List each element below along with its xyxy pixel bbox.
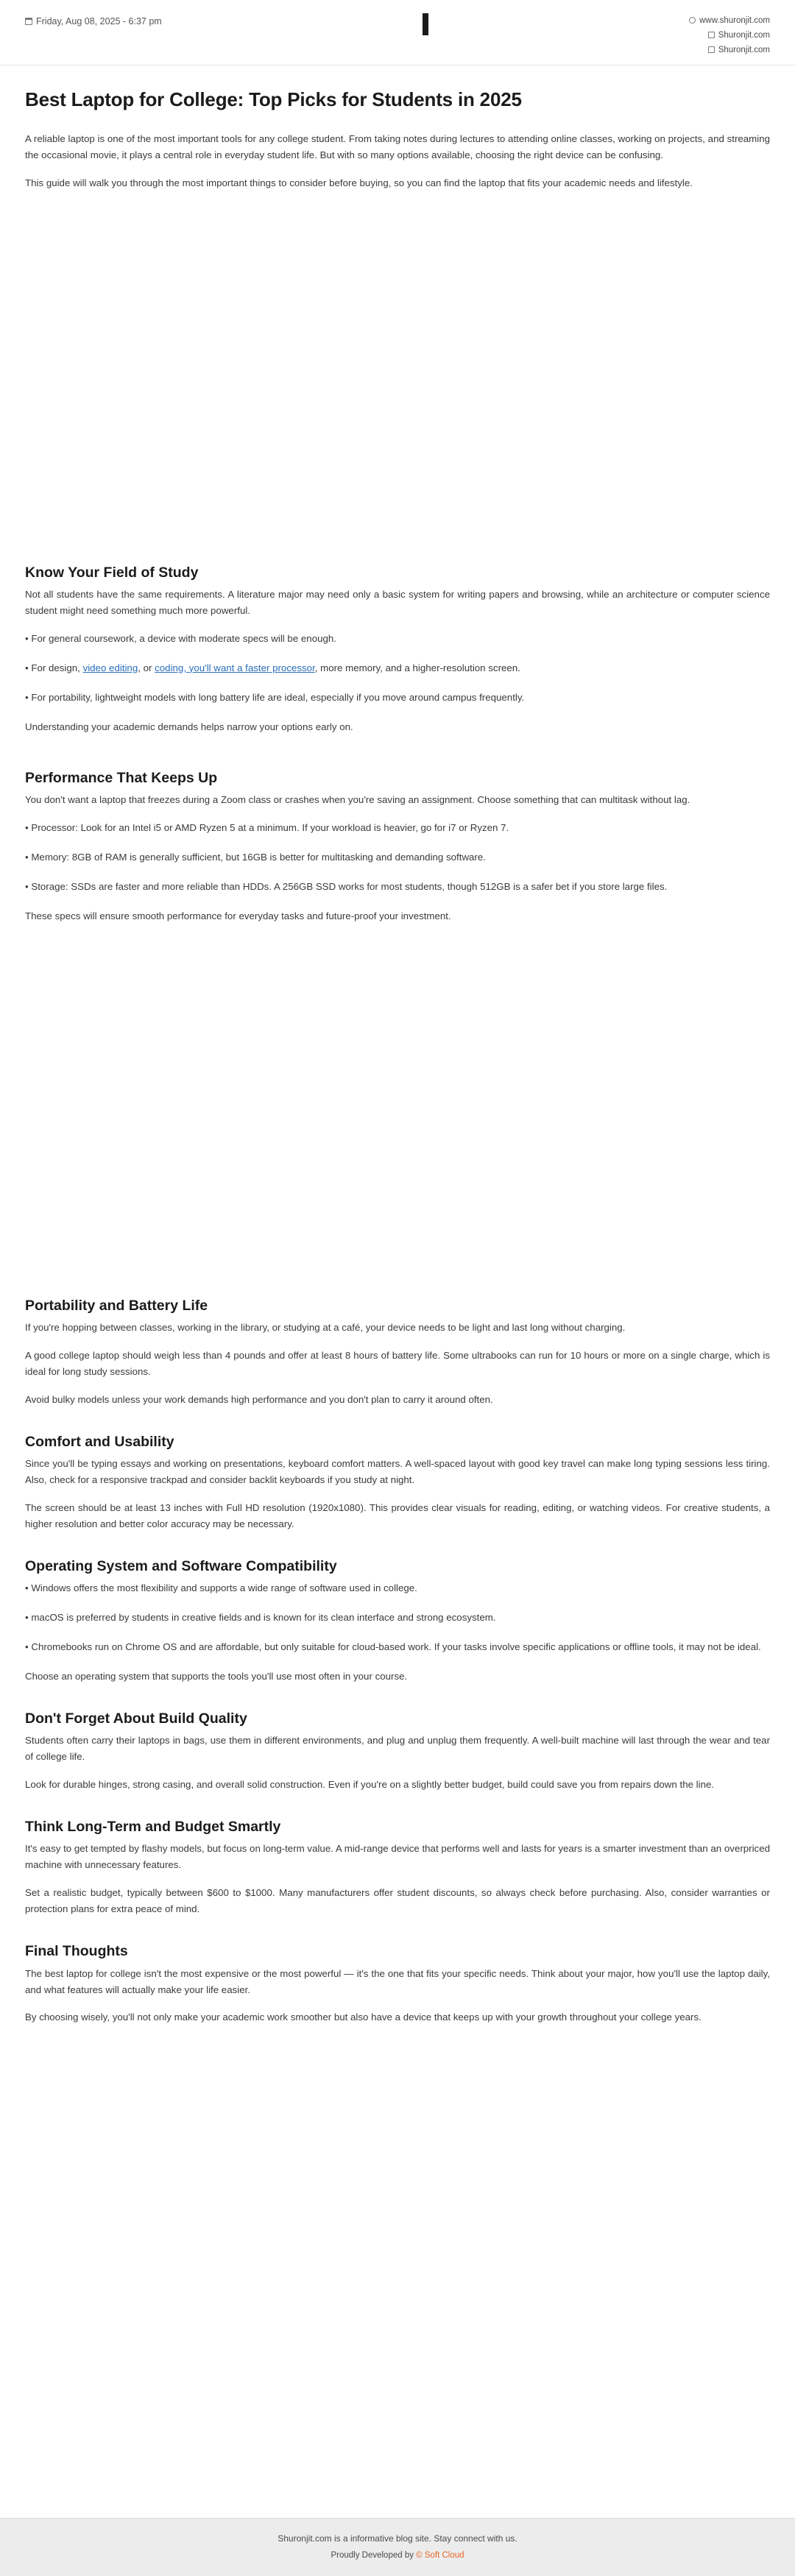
site-logo[interactable] [162,13,689,35]
section-paragraph: The screen should be at least 13 inches with Full HD resolution (1920x1080). This provides clear visuals for reading, editing, or watching videos. For creative students, a higher resolution and better color accuracy may be necessary. [25,1502,770,1529]
header-link-social-2[interactable] [689,43,770,57]
section-spacer [25,1929,770,1942]
section-final-thoughts [25,1942,770,2025]
footer-credit [7,2551,788,2560]
section-paragraph: Look for durable hinges, strong casing, and overall solid construction. Even if you're on a slightly better budget, build could save you from repairs down the line. [25,1779,715,1791]
section-heading: Final Thoughts [25,1943,128,1960]
section-bullet: • Memory: 8GB of RAM is generally sufficient, but 16GB is better for multitasking and demanding software. [25,851,486,863]
section-bullet: • For portability, lightweight models with long battery life are ideal, especially if you move around campus frequently. [25,691,525,703]
section-spacer [25,1696,770,1710]
section-lead: The best laptop for college isn't the most expensive or the most powerful — it's the one that fits your specific needs. Think about your major, how you'll use the laptop daily, and what features will actually make your life easier. [25,1967,770,1995]
section-know-your-field [25,564,770,735]
footer-brand-link[interactable]: © Soft Cloud [416,2551,464,2560]
section-budget [25,1818,770,1917]
section-lead: You don't want a laptop that freezes during a Zoom class or crashes when you're saving an assignment. Choose something that can multitask without lag. [25,794,690,805]
section-lead: If you're hopping between classes, working in the library, or studying at a café, your device needs to be light and last long without charging. [25,1322,626,1334]
section-operating-system [25,1557,770,1685]
section-bullet: • Processor: Look for an Intel i5 or AMD Ryzen 5 at a minimum. If your workload is heavier, go for i7 or Ryzen 7. [25,821,509,833]
header-link-social-1[interactable] [689,28,770,43]
section-heading: Think Long-Term and Budget Smartly [25,1819,281,1836]
section-heading: Don't Forget About Build Quality [25,1710,247,1727]
footer-credit-prefix: Proudly Developed by [331,2551,417,2560]
page-title: Best Laptop for College: Top Picks for Students in 2025 [25,88,522,111]
section-lead: Since you'll be typing essays and working on presentations, keyboard comfort matters. A well-spaced layout with good key travel can make long typing sessions less tiring. Also, check for a responsive trackpad and consider backlit keyboards if you study at night. [25,1458,770,1486]
section-heading: Portability and Battery Life [25,1297,208,1314]
intro-paragraph-2: This guide will walk you through the most important things to consider before buying, so you can find the laptop that fits your academic needs and lifestyle. [25,177,693,188]
facebook-icon [708,32,715,38]
section-closing: Understanding your academic demands helps narrow your options early on. [25,721,353,732]
section-paragraph: Set a realistic budget, typically between $600 to $1000. Many manufacturers offer student discounts, so always check before purchasing. Also, consider warranties or protection plans for extra peace of mind. [25,1887,770,1915]
section-spacer [25,1805,770,1818]
logo-mark-icon [423,13,428,35]
section-heading: Comfort and Usability [25,1433,174,1450]
section-bullet: • macOS is preferred by students in creative fields and is known for its clean interface and strong ecosystem. [25,1612,496,1624]
twitter-icon [708,46,715,53]
section-bullet-with-links: • For design, video editing, or coding, you'll want a faster processor, more memory, and a higher-resolution screen. [25,662,520,673]
section-bullet: • Storage: SSDs are faster and more reliable than HDDs. A 256GB SSD works for most students, though 512GB is a safer bet if you store large files. [25,880,668,892]
section-performance [25,769,770,924]
header-link-social-2-label: Shuronjit.com [718,46,770,55]
section-paragraph: By choosing wisely, you'll not only make your academic work smoother but also have a device that keeps up with your growth throughout your college years. [25,2011,702,2023]
calendar-icon [25,18,32,25]
header-links [689,13,770,57]
section-closing: Choose an operating system that supports the tools you'll use most often in your course. [25,1671,408,1682]
site-footer [0,2518,795,2576]
section-heading: Operating System and Software Compatibility [25,1557,337,1574]
media-placeholder-middle [25,936,770,1297]
link-coding-processor[interactable]: coding, you'll want a faster processor [155,662,315,673]
section-bullet: • Windows offers the most flexibility and supports a wide range of software used in college. [25,1582,417,1594]
site-header [0,0,795,66]
section-closing: These specs will ensure smooth performance for everyday tasks and future-proof your investment. [25,910,451,921]
section-heading: Know Your Field of Study [25,564,199,581]
section-lead: It's easy to get tempted by flashy models, but focus on long-term value. A mid-range device that performs well and lasts for years is a smarter investment than an overpriced machine with unnecessary features. [25,1843,770,1871]
media-placeholder-top [25,203,770,564]
section-paragraph: Avoid bulky models unless your work demands high performance and you don't plan to carry it around often. [25,1393,493,1405]
header-link-social-1-label: Shuronjit.com [718,31,770,40]
section-comfort-usability [25,1433,770,1532]
section-build-quality [25,1710,770,1793]
header-date-text: Friday, Aug 08, 2025 - 6:37 pm [36,16,162,26]
section-spacer [25,747,770,769]
article-content [0,66,795,2497]
header-link-website-label: www.shuronjit.com [699,16,770,25]
link-video-editing[interactable]: video editing [82,662,138,673]
section-paragraph: A good college laptop should weigh less than 4 pounds and offer at least 8 hours of battery life. Some ultrabooks can run for 10 hours or more on a single charge, which is ideal for long study sessions. [25,1349,770,1377]
header-link-website[interactable] [689,13,770,28]
section-heading: Performance That Keeps Up [25,769,218,786]
section-bullet: • For general coursework, a device with moderate specs will be enough. [25,632,336,644]
globe-icon [689,17,696,24]
section-lead: Not all students have the same requirements. A literature major may need only a basic system for writing papers and browsing, while an architecture or computer science student might need something much more powerful. [25,589,770,616]
section-spacer [25,1420,770,1433]
section-lead: Students often carry their laptops in bags, use them in different environments, and plug and unplug them frequently. A well-built machine will last through the wear and tear of college life. [25,1735,770,1763]
section-portability-battery [25,1297,770,1408]
intro-paragraph-1: A reliable laptop is one of the most important tools for any college student. From taking notes during lectures to attending online classes, working on projects, and streaming the occasional movie, it plays a central role in everyday student life. But with so many options available, choosing the right device can be confusing. [25,132,770,160]
footer-tagline: Shuronjit.com is a informative blog site. Stay connect with us. [278,2533,517,2544]
section-bullet: • Chromebooks run on Chrome OS and are affordable, but only suitable for cloud-based work. If your tasks involve specific applications or offline tools, it may not be ideal. [25,1641,761,1653]
section-spacer [25,1544,770,1557]
header-date [25,13,162,26]
